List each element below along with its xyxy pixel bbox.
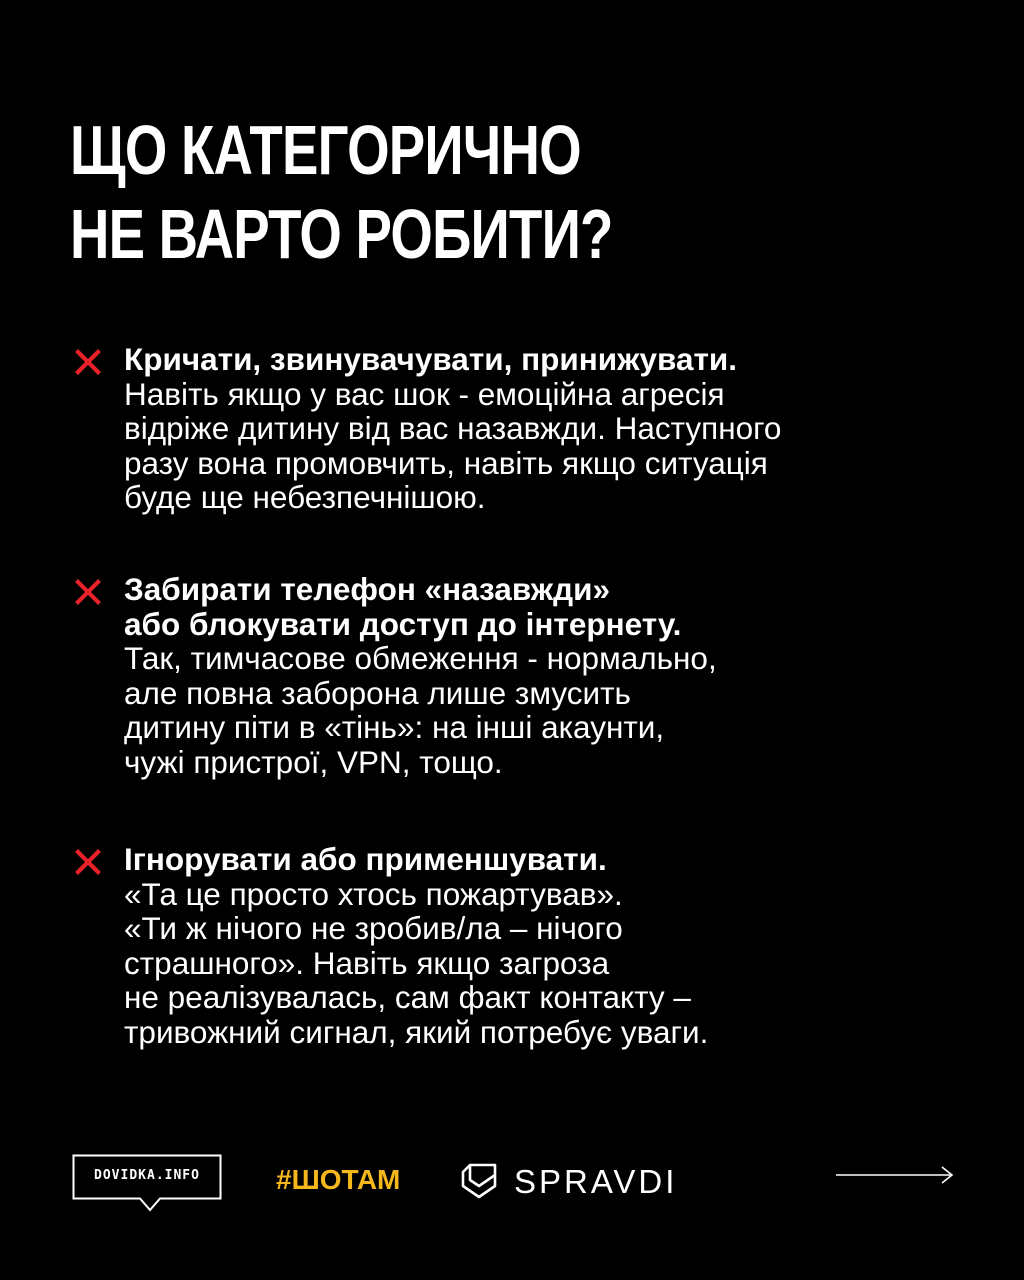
item-heading: або блокувати доступ до інтернету. [124, 605, 682, 642]
spravdi-logo-text: SPRAVDI [514, 1163, 678, 1200]
dovidka-logo-text: DOVIDKA.INFO [94, 1168, 200, 1183]
item-body-line: відріже дитину від вас назавжди. Наступного [124, 410, 782, 446]
item-body-line: «Ти ж нічого не зробив/ла – нічого [124, 910, 623, 946]
item-heading: Кричати, звинувачувати, принижувати. [124, 341, 738, 377]
item-body-line: але повна заборона лише змусить [124, 674, 631, 711]
item-body-line: «Та це просто хтось пожартував». [124, 875, 623, 912]
cross-mark-icon [70, 844, 106, 880]
hashtag-label: #ШОТАМ [276, 1164, 401, 1195]
item-body-line: не реалізувалась, сам факт контакту – [124, 979, 691, 1015]
title-line-2: НЕ ВАРТО РОБИТИ? [70, 195, 613, 273]
item-body-line: страшного». Навіть якщо загроза [124, 944, 610, 981]
item-text [124, 342, 964, 515]
item-text [124, 842, 964, 1049]
item-heading: Ігнорувати або применшувати. [124, 841, 607, 877]
cross-mark-icon [70, 344, 106, 380]
item-body-line: чужі пристрої, VPN, тощо. [124, 743, 503, 780]
dovidka-logo [72, 1154, 222, 1198]
item-text [124, 572, 964, 779]
footer [0, 1150, 1024, 1230]
spravdi-logo-icon [460, 1162, 498, 1200]
item-body-line: тривожний сигнал, який потребує уваги. [124, 1013, 709, 1050]
item-body-line: дитину піти в «тінь»: на інші акаунти, [124, 709, 665, 745]
item-body-line: Так, тимчасове обмеження - нормально, [124, 640, 717, 676]
item-heading: Забирати телефон «назавжди» [124, 571, 610, 607]
arrow-right-icon[interactable] [836, 1164, 956, 1186]
item-body-line: Навіть якщо у вас шок - емоційна агресія [124, 375, 725, 412]
title-line-1: ЩО КАТЕГОРИЧНО [70, 111, 581, 189]
item-body-line: разу вона промовчить, навіть якщо ситуація [124, 444, 768, 481]
item-body-line: буде ще небезпечнішою. [124, 479, 486, 515]
cross-mark-icon [70, 574, 106, 610]
speech-bubble-icon [72, 1154, 222, 1220]
page-title [70, 108, 772, 276]
